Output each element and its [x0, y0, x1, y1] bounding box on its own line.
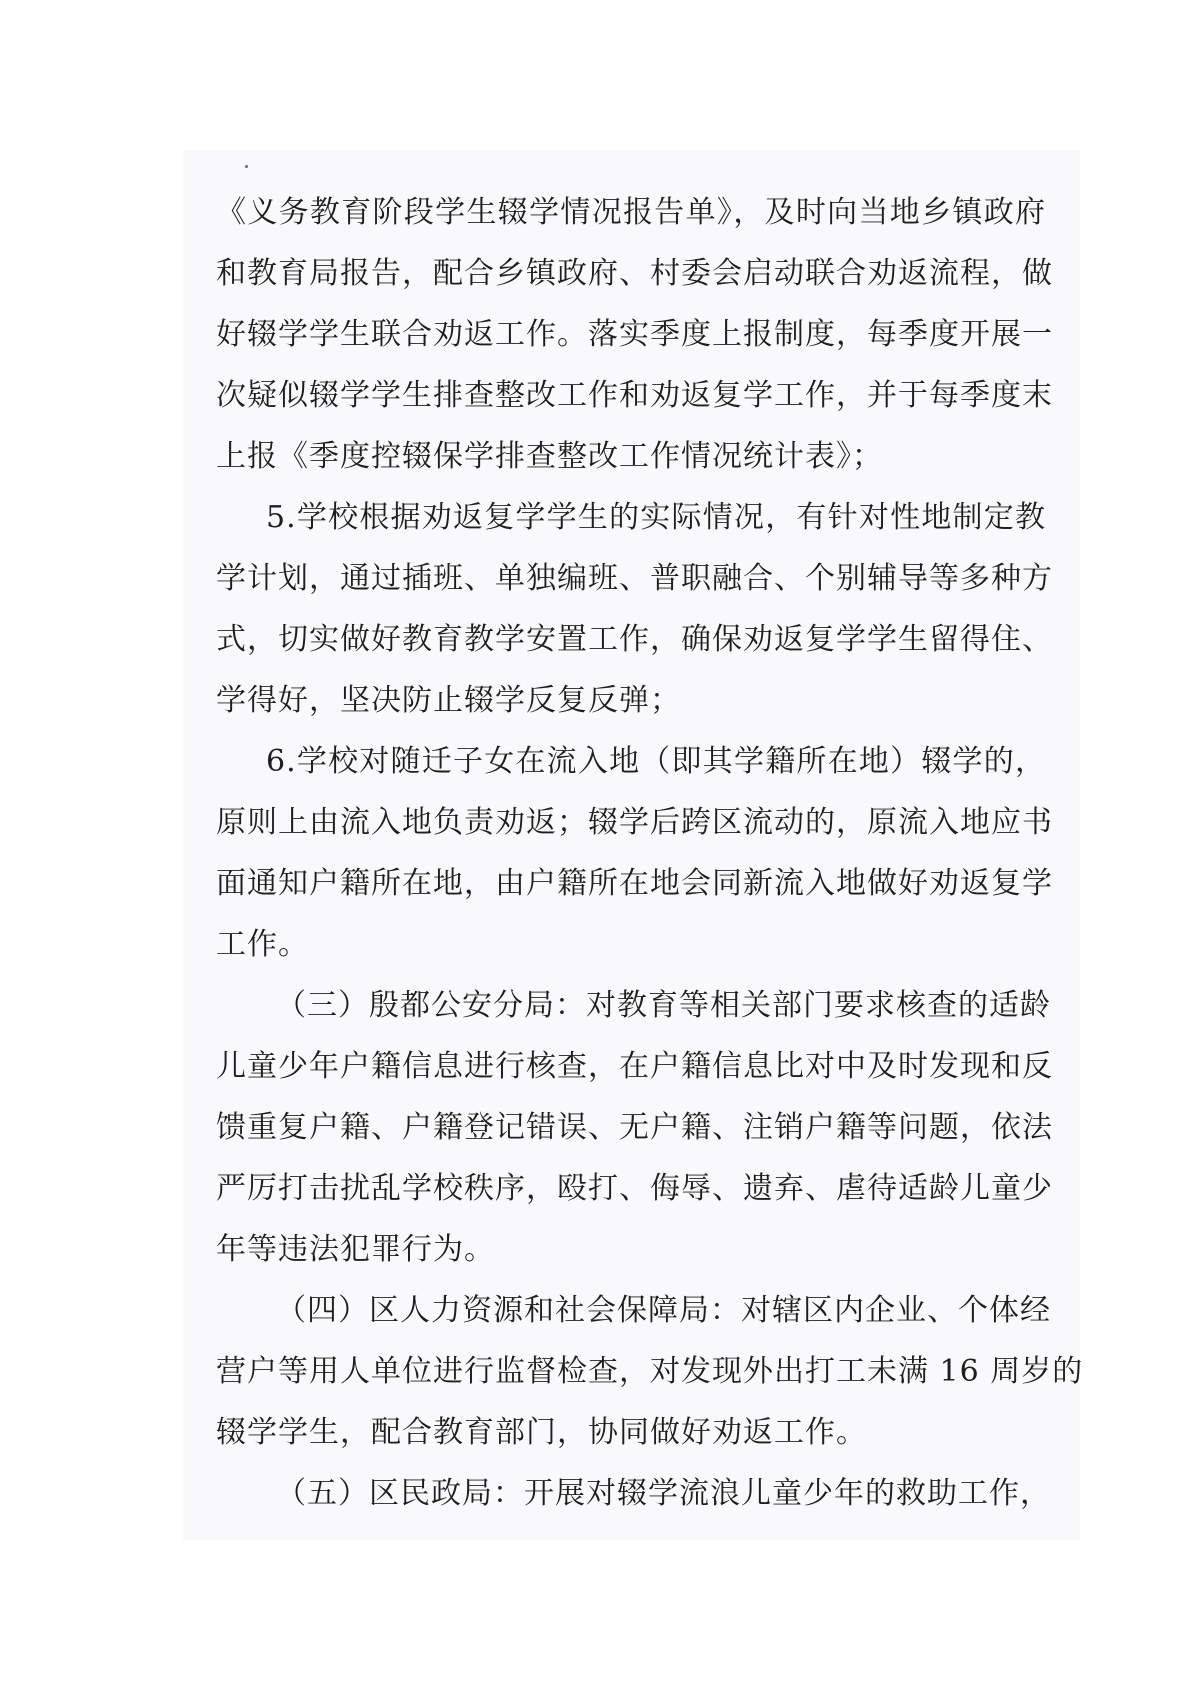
text-line: 上报《季度控辍保学排查整改工作情况统计表》；: [216, 439, 883, 474]
text-line: 好辍学学生联合劝返工作。落实季度上报制度，每季度开展一: [216, 317, 1053, 352]
text-line: 式，切实做好教育教学安置工作，确保劝返复学学生留得住、: [216, 622, 1053, 657]
document-body: [216, 182, 1084, 1524]
text-line: 儿童少年户籍信息进行核查，在户籍信息比对中及时发现和反: [216, 1049, 1053, 1084]
scan-speck: [245, 165, 248, 168]
text-line: 次疑似辍学学生排查整改工作和劝返复学工作，并于每季度末: [216, 378, 1053, 413]
paragraph-5-start: 5.学校根据劝返复学学生的实际情况，有针对性地制定教: [266, 500, 1046, 535]
text-line: 学得好，坚决防止辍学反复反弹；: [216, 683, 681, 718]
section-4-heading-line: （四）区人力资源和社会保障局：对辖区内企业、个体经: [276, 1293, 1051, 1328]
text-line: 《义务教育阶段学生辍学情况报告单》，及时向当地乡镇政府: [216, 195, 1046, 230]
text-line: 面通知户籍所在地，由户籍所在地会同新流入地做好劝返复学: [216, 866, 1053, 901]
section-5-heading-line: （五）区民政局：开展对辍学流浪儿童少年的救助工作，: [276, 1476, 1051, 1511]
text-line: 营户等用人单位进行监督检查，对发现外出打工未满 16 周岁的: [216, 1354, 1084, 1389]
text-line: 原则上由流入地负责劝返；辍学后跨区流动的，原流入地应书: [216, 805, 1053, 840]
text-line: 年等违法犯罪行为。: [216, 1232, 495, 1267]
text-line: 严厉打击扰乱学校秩序，殴打、侮辱、遗弃、虐待适龄儿童少: [216, 1171, 1053, 1206]
text-line: 学计划，通过插班、单独编班、普职融合、个别辅导等多种方: [216, 561, 1053, 596]
text-line: 辍学学生，配合教育部门，协同做好劝返工作。: [216, 1415, 867, 1450]
text-line: 和教育局报告，配合乡镇政府、村委会启动联合劝返流程，做: [216, 256, 1053, 291]
text-line: 工作。: [216, 927, 309, 962]
paragraph-6-start: 6.学校对随迁子女在流入地（即其学籍所在地）辍学的，: [266, 744, 1046, 779]
section-3-heading-line: （三）殷都公安分局：对教育等相关部门要求核查的适龄: [276, 988, 1051, 1023]
text-line: 馈重复户籍、户籍登记错误、无户籍、注销户籍等问题，依法: [216, 1110, 1053, 1145]
